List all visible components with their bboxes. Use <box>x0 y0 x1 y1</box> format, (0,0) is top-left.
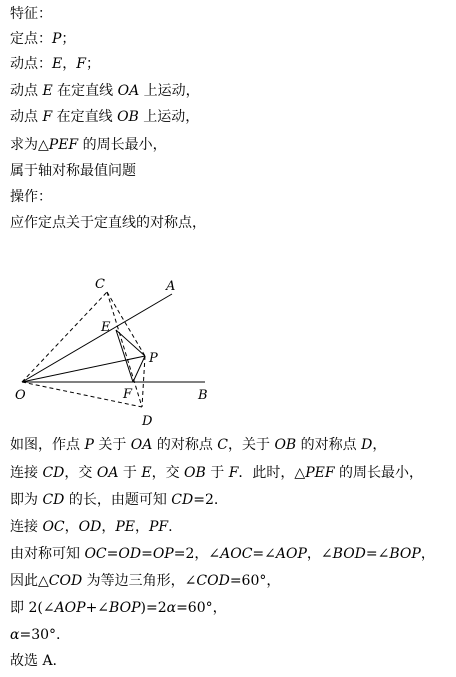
text-segment: 求为△ <box>10 137 49 153</box>
text-segment: = <box>141 546 153 562</box>
math-symbol: CD <box>42 492 65 508</box>
math-symbol: CD <box>171 492 194 508</box>
text-segment: =60°， <box>229 573 281 589</box>
text-segment: 动点 <box>10 83 43 99</box>
text-segment: =∠ <box>365 546 390 562</box>
segment-OP <box>22 356 145 382</box>
text-segment: ， <box>420 546 435 562</box>
math-symbol: OB <box>274 437 297 453</box>
text-segment: 的长，由题可知 <box>64 492 172 508</box>
math-symbol: OC <box>42 519 65 535</box>
text-segment: 如图，作点 <box>10 437 85 453</box>
math-symbol: E <box>42 83 53 99</box>
text-segment: 定点： <box>10 31 52 47</box>
math-symbol: OP <box>152 546 174 562</box>
math-symbol: BOP <box>109 600 141 616</box>
label-P: P <box>149 351 158 366</box>
text-segment: 特征： <box>10 6 52 22</box>
math-symbol: E <box>141 465 152 481</box>
math-symbol: PEF <box>48 137 79 153</box>
math-symbol: BOP <box>389 546 421 562</box>
text-segment: 关于 <box>93 437 131 453</box>
math-symbol: OA <box>130 437 153 453</box>
text-segment: 上运动， <box>139 83 200 99</box>
text-segment: ， <box>372 437 387 453</box>
text-segment: ， <box>101 519 116 535</box>
text-segment: 连接 <box>10 465 43 481</box>
math-symbol: COD <box>196 573 230 589</box>
text-segment: 为等边三角形，∠ <box>82 573 197 589</box>
label-D: D <box>142 414 153 429</box>
math-symbol: OA <box>96 465 119 481</box>
text-segment: ，关于 <box>228 437 275 453</box>
text-segment: 上运动， <box>138 109 200 125</box>
text-segment: 在定直线 <box>52 109 118 125</box>
text-segment: =60°， <box>176 600 227 616</box>
text-segment: +∠ <box>85 600 110 616</box>
math-symbol: α <box>10 627 20 643</box>
text-segment: =∠ <box>252 546 276 562</box>
math-symbol: BOD <box>332 546 366 562</box>
text-segment: 即 2(∠ <box>10 600 55 616</box>
math-symbol: PF <box>149 519 169 535</box>
math-symbol: P <box>84 437 94 453</box>
text-segment: . <box>168 519 173 535</box>
math-symbol: OD <box>78 519 102 535</box>
math-symbol: OB <box>117 109 139 125</box>
math-symbol: F <box>228 465 239 481</box>
math-symbol: CD <box>42 465 65 481</box>
text-segment: 于 <box>118 465 142 481</box>
label-E: E <box>101 320 111 335</box>
ray-OA <box>22 294 172 382</box>
text-segment: 的对称点 <box>152 437 218 453</box>
math-symbol: OD <box>118 546 142 562</box>
text-segment: =2. <box>193 492 219 508</box>
text-segment: 操作： <box>10 189 52 205</box>
math-symbol: OB <box>184 465 206 481</box>
text-segment: ， <box>64 519 79 535</box>
math-symbol: AOP <box>54 600 86 616</box>
math-symbol: OC <box>84 546 107 562</box>
math-symbol: P <box>52 31 62 47</box>
text-segment: ， <box>62 56 77 72</box>
math-symbol: AOP <box>275 546 307 562</box>
text-segment: 动点： <box>10 56 52 72</box>
text-segment: 属于轴对称最值问题 <box>10 163 136 179</box>
math-symbol: E <box>52 56 63 72</box>
text-segment: 的对称点 <box>296 437 362 453</box>
label-F: F <box>123 387 133 402</box>
text-segment: ； <box>61 31 76 47</box>
text-segment: 的周长最小， <box>334 465 424 481</box>
text-segment: ， <box>135 519 149 535</box>
segment-CP <box>107 292 145 356</box>
text-segment: )=2 <box>140 600 167 616</box>
text-segment: 由对称可知 <box>10 546 85 562</box>
text-segment: 连接 <box>10 519 43 535</box>
math-symbol: PEF <box>305 465 335 481</box>
math-symbol: COD <box>48 573 83 589</box>
text-segment: ，交 <box>64 465 97 481</box>
label-A: A <box>166 279 176 294</box>
label-C: C <box>95 277 105 292</box>
math-symbol: F <box>76 56 86 72</box>
text-segment: 因此△ <box>10 573 49 589</box>
text-segment: ，交 <box>151 465 185 481</box>
text-segment: =2，∠ <box>173 546 221 562</box>
text-segment: 于 <box>205 465 229 481</box>
label-B: B <box>198 388 208 403</box>
text-segment: 动点 <box>10 109 43 125</box>
text-segment: 即为 <box>10 492 43 508</box>
math-symbol: PE <box>115 519 135 535</box>
math-symbol: F <box>42 109 53 125</box>
segment-OC <box>22 292 107 382</box>
label-O: O <box>15 388 26 403</box>
text-segment: 在定直线 <box>52 83 118 99</box>
text-segment: ； <box>85 56 100 72</box>
text-segment: 应作定点关于定直线的对称点， <box>10 215 206 231</box>
math-symbol: D <box>361 437 373 453</box>
math-symbol: α <box>166 600 177 616</box>
text-segment: =30°. <box>19 627 61 643</box>
text-segment: ，∠ <box>306 546 333 562</box>
text-segment: = <box>106 546 119 562</box>
text-segment: 故选 A. <box>10 653 58 669</box>
text-segment: ．此时，△ <box>238 465 306 481</box>
math-symbol: OA <box>117 83 140 99</box>
math-symbol: AOC <box>220 546 253 562</box>
math-symbol: C <box>217 437 228 453</box>
text-segment: 的周长最小， <box>78 137 167 153</box>
